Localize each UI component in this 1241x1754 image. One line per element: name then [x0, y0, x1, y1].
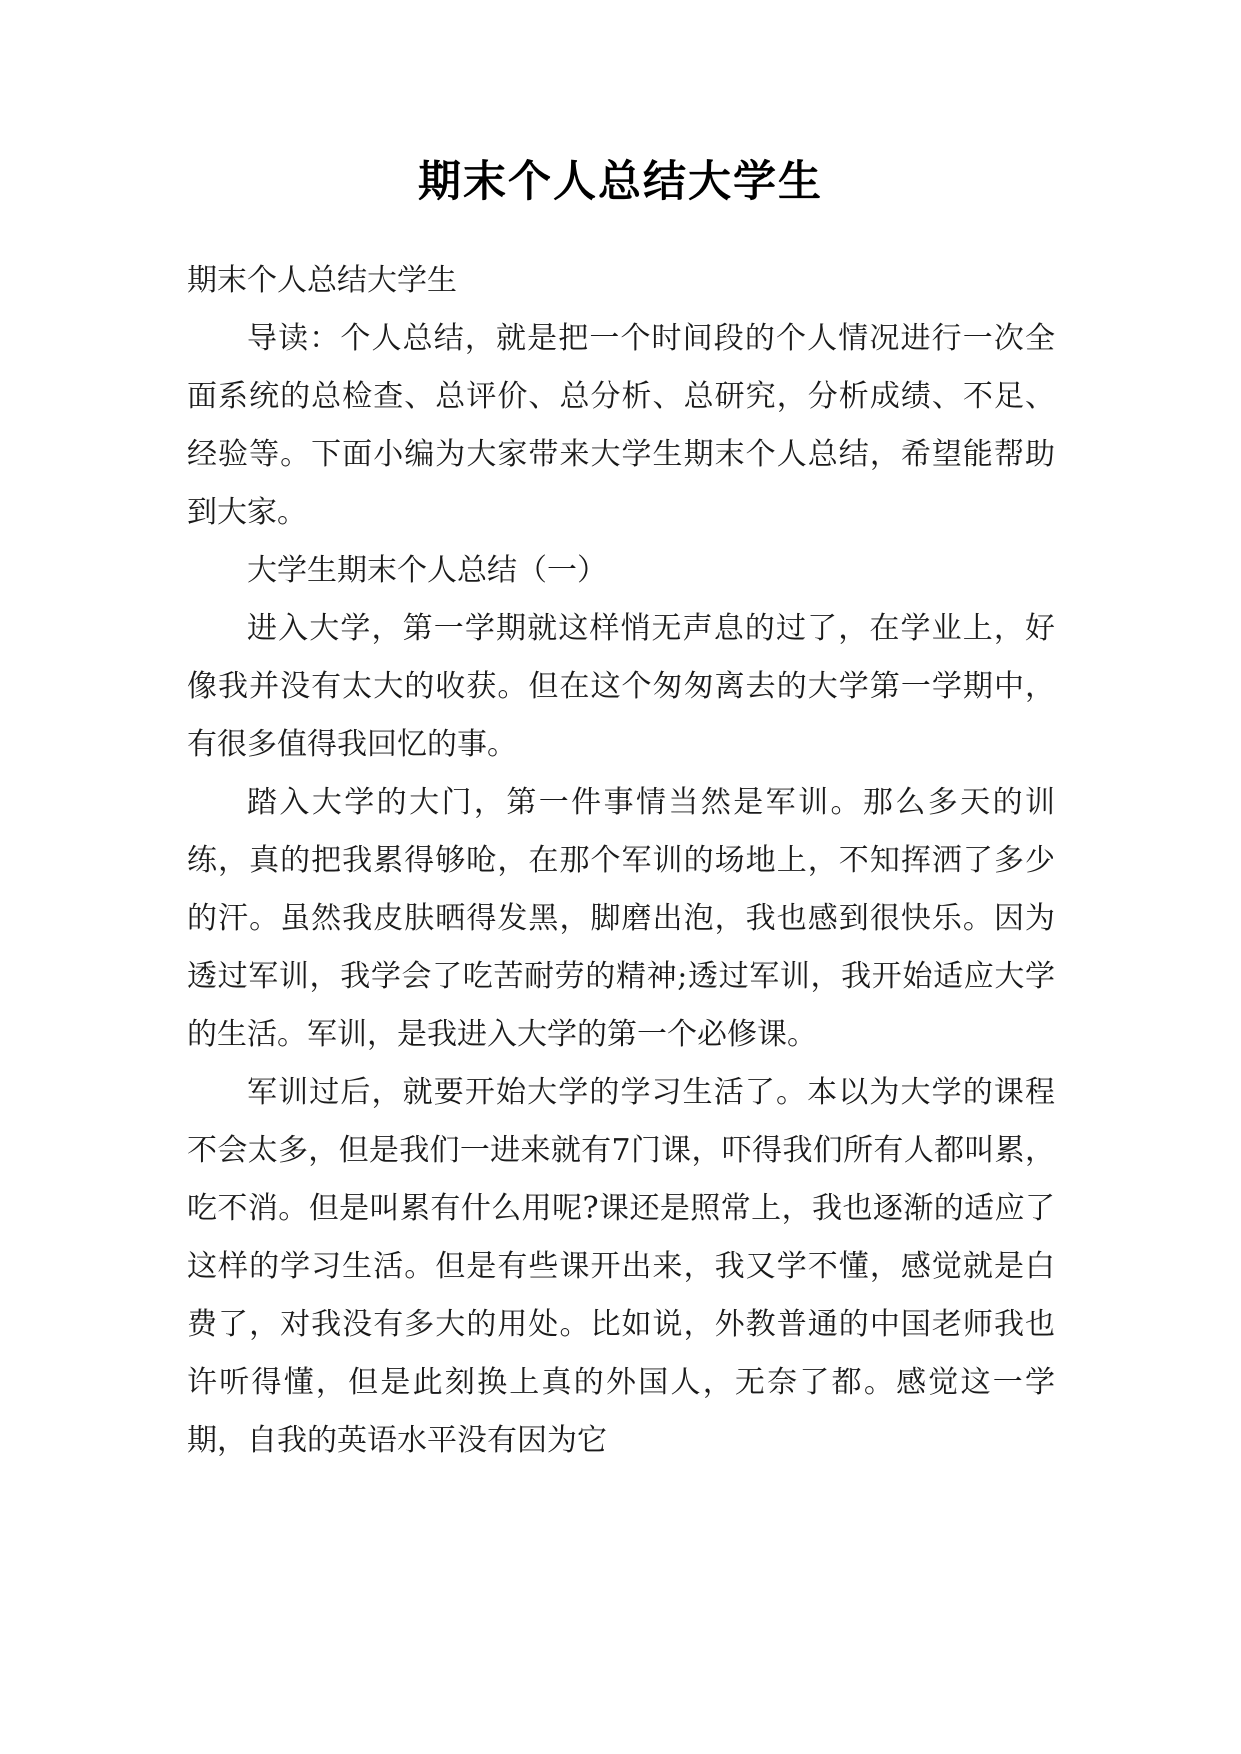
- document-body: [187, 252, 1055, 1470]
- body-paragraph: 军训过后，就要开始大学的学习生活了。本以为大学的课程不会太多，但是我们一进来就有7门课，吓得我们所有人都叫累，吃不消。但是叫累有什么用呢?课还是照常上，我也逐渐的适应了这样的学习生活。但是有些课开出来，我又学不懂，感觉就是白费了，对我没有多大的用处。比如说，外教普通的中国老师我也许听得懂，但是此刻换上真的外国人，无奈了都。感觉这一学期，自我的英语水平没有因为它: [187, 1075, 1055, 1458]
- intro-paragraph: 导读：个人总结，就是把一个时间段的个人情况进行一次全面系统的总检查、总评价、总分析、总研究，分析成绩、不足、经验等。下面小编为大家带来大学生期末个人总结，希望能帮助到大家。: [187, 321, 1055, 530]
- section-heading: 大学生期末个人总结（一）: [247, 553, 607, 588]
- body-paragraph: 进入大学，第一学期就这样悄无声息的过了，在学业上，好像我并没有太大的收获。但在这个匆匆离去的大学第一学期中，有很多值得我回忆的事。: [187, 611, 1055, 762]
- body-heading: 期末个人总结大学生: [187, 263, 457, 298]
- body-paragraph: 踏入大学的大门，第一件事情当然是军训。那么多天的训练，真的把我累得够呛，在那个军训的场地上，不知挥洒了多少的汗。虽然我皮肤晒得发黑，脚磨出泡，我也感到很快乐。因为透过军训，我学会了吃苦耐劳的精神;透过军训，我开始适应大学的生活。军训，是我进入大学的第一个必修课。: [187, 785, 1055, 1052]
- document-title: 期末个人总结大学生: [418, 157, 823, 207]
